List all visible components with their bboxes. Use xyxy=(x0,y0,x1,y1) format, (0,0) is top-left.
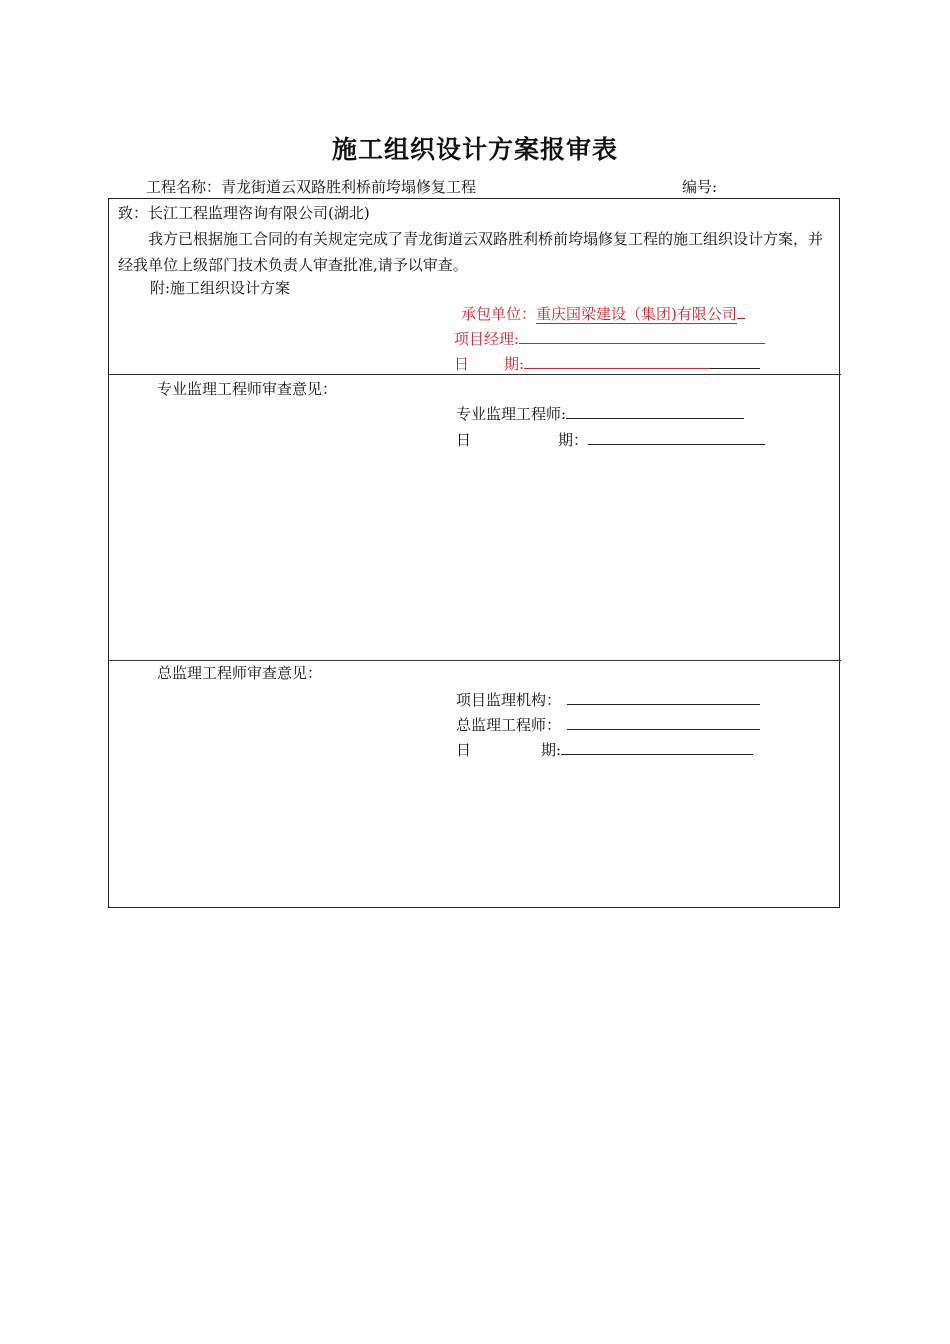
submission-text: 我方已根据施工合同的有关规定完成了青龙街道云双路胜利桥前垮塌修复工程的施工组织设计方案，并经我单位上级部门技术负责人审查批准,请予以审查。 xyxy=(118,230,824,274)
supervision-agency-row xyxy=(456,688,760,710)
contractor-label: 承包单位： xyxy=(461,305,537,323)
supervision-agency-label: 项目监理机构： xyxy=(456,691,562,709)
submission-date-label-b: 期: xyxy=(504,355,525,373)
contractor-value-underline-tail xyxy=(737,302,745,319)
project-name: 工程名称：青龙街道云双路胜利桥前垮塌修复工程 xyxy=(146,178,477,196)
project-manager-row xyxy=(454,327,765,349)
chief-date-label-a: 日 xyxy=(456,741,472,759)
specialist-review-heading: 专业监理工程师审查意见： xyxy=(157,380,338,398)
contractor-row xyxy=(461,302,745,324)
attachment-line: 附:施工组织设计方案 xyxy=(150,279,291,297)
specialist-engineer-label: 专业监理工程师: xyxy=(456,405,567,423)
specialist-engineer-row xyxy=(456,402,744,424)
chief-engineer-signature-field[interactable] xyxy=(567,713,760,730)
chief-date-label-b: 期: xyxy=(541,741,562,759)
supervision-agency-signature-field[interactable] xyxy=(567,688,760,705)
chief-review-heading: 总监理工程师审查意见： xyxy=(157,664,323,682)
chief-engineer-label: 总监理工程师： xyxy=(456,716,562,734)
chief-date-field[interactable] xyxy=(561,738,753,755)
specialist-date-label-a: 日 xyxy=(456,431,472,449)
specialist-date-field[interactable] xyxy=(588,428,765,445)
specialist-date-row xyxy=(456,428,765,450)
section-divider-2 xyxy=(108,660,841,661)
recipient-line: 致：长江工程监理咨询有限公司(湖北) xyxy=(118,204,370,222)
project-manager-label: 项目经理: xyxy=(454,330,520,348)
contractor-value: 重庆国梁建设（集团)有限公司 xyxy=(536,305,737,323)
document-number-label: 编号: xyxy=(682,178,718,196)
project-manager-signature-field[interactable] xyxy=(519,327,765,344)
chief-engineer-row xyxy=(456,713,760,735)
specialist-engineer-signature-field[interactable] xyxy=(566,402,744,419)
specialist-date-label-b: 期： xyxy=(558,431,589,449)
section-divider-1 xyxy=(108,374,841,375)
submission-date-row xyxy=(454,352,760,374)
submission-date-field[interactable] xyxy=(524,352,710,369)
chief-date-row xyxy=(456,738,753,760)
submission-date-field-tail xyxy=(710,352,760,369)
submission-date-label-a: 日 xyxy=(454,355,470,373)
page-title: 施工组织设计方案报审表 xyxy=(331,135,618,164)
